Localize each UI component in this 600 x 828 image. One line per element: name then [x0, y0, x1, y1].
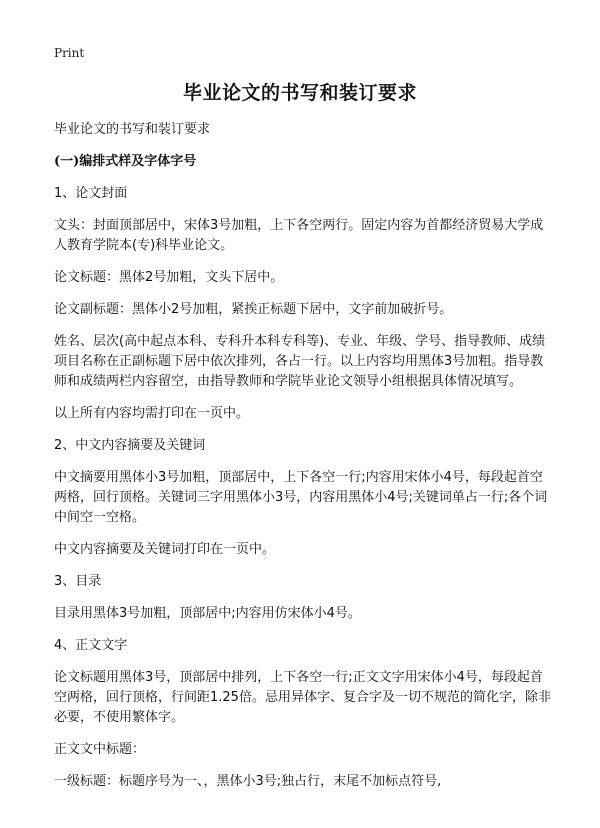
thesis-subtitle-paragraph: 论文副标题：黑体小2号加粗，紧挨正标题下居中，文字前加破折号。 [54, 302, 453, 317]
subtitle-paragraph: 毕业论文的书写和装订要求 [54, 122, 211, 137]
level-one-heading-paragraph: 一级标题：标题序号为一、，黑体小3号;独占行，末尾不加标点符号, [54, 774, 442, 789]
body-subheadings-label: 正文文中标题： [54, 742, 146, 757]
toc-format-paragraph: 目录用黑体3号加粗，顶部居中;内容用仿宋体小4号。 [54, 606, 361, 621]
section-heading: (一)编排式样及字体字号 [54, 154, 197, 169]
item-heading-toc: 3、目录 [54, 574, 102, 589]
thesis-title-paragraph: 论文标题：黑体2号加粗，文头下居中。 [54, 270, 284, 285]
document-body [54, 120, 554, 804]
item-heading-cover: 1、论文封面 [54, 186, 128, 201]
cover-header-paragraph: 文头：封面顶部居中，宋体3号加粗，上下各空两行。固定内容为首都经济贸易大学成人教育学院本(专)科毕业论文。 [54, 218, 544, 253]
abstract-page-note-paragraph: 中文内容摘要及关键词打印在一页中。 [54, 542, 276, 557]
print-label: Print [54, 46, 85, 60]
document-title: 毕业论文的书写和装订要求 [182, 82, 417, 104]
single-page-note-paragraph: 以上所有内容均需打印在一页中。 [54, 406, 250, 421]
personal-info-paragraph: 姓名、层次(高中起点本科、专科升本科专科等)、专业、年级、学号、指导教师、成绩项目名称在正副标题下居中依次排列，各占一行。以上内容均用黑体3号加粗。指导教师和成绩两栏内容留空，由指导教师和学院毕业论文领导小组根据具体情况填写。 [54, 334, 546, 389]
item-heading-abstract: 2、中文内容摘要及关键词 [54, 438, 206, 453]
body-text-format-paragraph: 论文标题用黑体3号，顶部居中排列，上下各空一行;正文文字用宋体小4号，每段起首空两格，回行顶格，行间距1.25倍。忌用异体字、复合字及一切不规范的简化字，除非必要，不使用繁体字。 [54, 670, 551, 725]
item-heading-body-text: 4、正文文字 [54, 638, 128, 653]
abstract-format-paragraph: 中文摘要用黑体小3号加粗，顶部居中，上下各空一行;内容用宋体小4号，每段起首空两格，回行顶格。关键词三字用黑体小3号，内容用黑体小4号;关键词单占一行;各个词中间空一空格。 [54, 470, 548, 525]
